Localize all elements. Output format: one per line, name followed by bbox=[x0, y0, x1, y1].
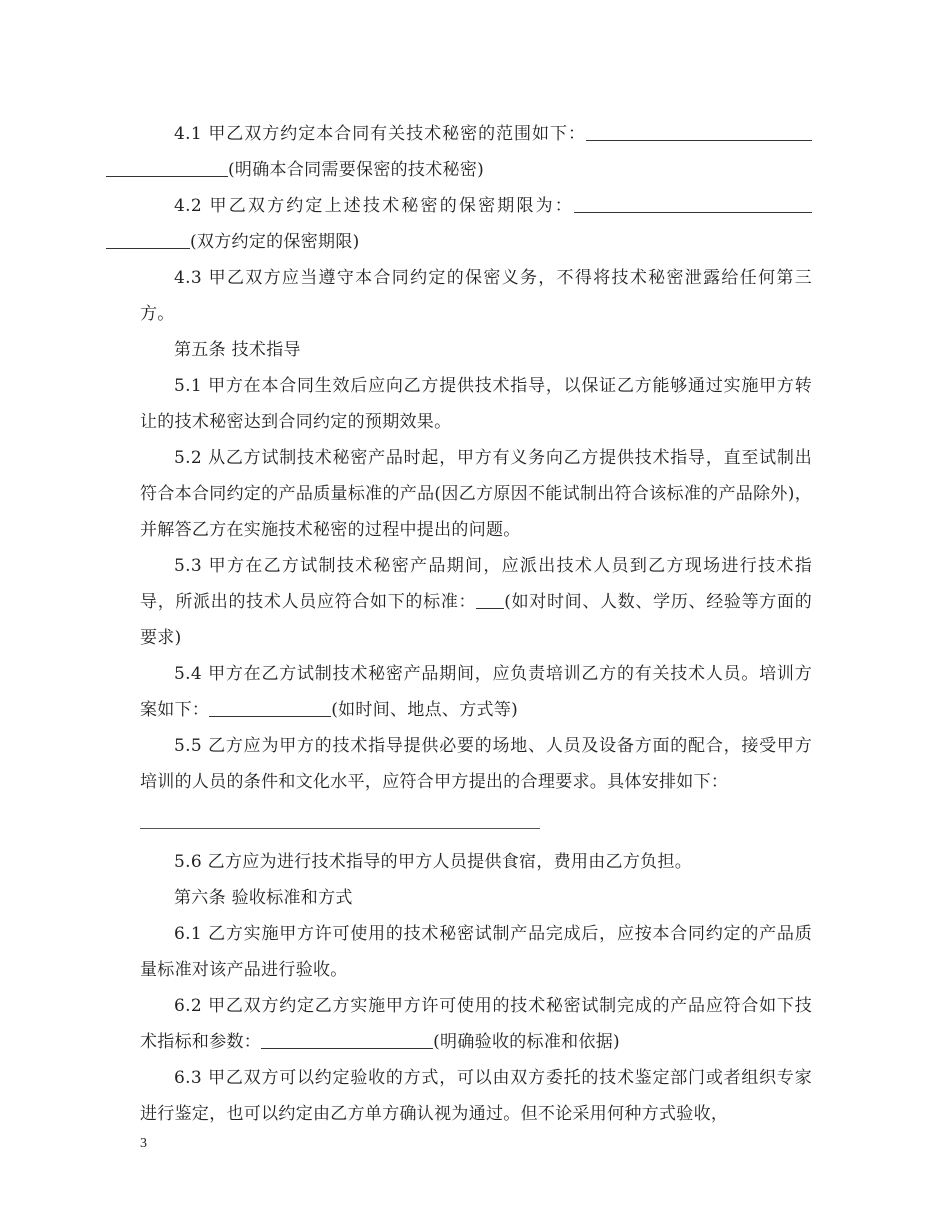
clause-4-2 bbox=[140, 188, 812, 260]
article-5-heading: 第五条 技术指导 bbox=[174, 340, 301, 360]
clause-4-3: 4.3 甲乙双方应当遵守本合同约定的保密义务，不得将技术秘密泄露给任何第三方。 bbox=[140, 268, 812, 324]
clause-4-2-text: 4.2 甲乙双方约定上述技术秘密的保密期限为： bbox=[174, 196, 574, 216]
blank-field bbox=[106, 158, 228, 177]
clause-6-2-note: (明确验收的标准和依据) bbox=[433, 1032, 620, 1052]
blank-field bbox=[106, 230, 190, 249]
clause-5-5: 5.5 乙方应为甲方的技术指导提供必要的场地、人员及设备方面的配合，接受甲方培训的人员的条件和文化水平，应符合甲方提出的合理要求。具体安排如下： bbox=[140, 736, 812, 792]
clause-6-2 bbox=[140, 988, 812, 1060]
clause-5-4-note: (如时间、地点、方式等) bbox=[331, 700, 519, 720]
clause-5-4 bbox=[140, 656, 812, 728]
clause-4-1-note: (明确本合同需要保密的技术秘密) bbox=[228, 160, 485, 180]
clause-5-2: 5.2 从乙方试制技术秘密产品时起，甲方有义务向乙方提供技术指导，直至试制出符合本合同约定的产品质量标准的产品(因乙方原因不能试制出符合该标准的产品除外)，并解答乙方在实施技术秘密的过程中提出的问题。 bbox=[140, 448, 812, 540]
page-number: 3 bbox=[140, 1136, 147, 1151]
clause-5-3-note: (如对时间、人数、学历、经验等方面的要求) bbox=[140, 592, 812, 648]
blank-field bbox=[574, 194, 812, 213]
clause-4-1-text: 4.1 甲乙双方约定本合同有关技术秘密的范围如下： bbox=[174, 124, 586, 144]
blank-field bbox=[209, 698, 331, 717]
clause-4-1 bbox=[140, 116, 812, 188]
blank-rule bbox=[140, 828, 540, 829]
document-body bbox=[140, 116, 812, 1132]
clause-4-2-note: (双方约定的保密期限) bbox=[190, 232, 360, 252]
blank-field bbox=[261, 1030, 433, 1049]
clause-6-1: 6.1 乙方实施甲方许可使用的技术秘密试制产品完成后，应按本合同约定的产品质量标准对该产品进行验收。 bbox=[140, 924, 812, 980]
clause-6-3: 6.3 甲乙双方可以约定验收的方式，可以由双方委托的技术鉴定部门或者组织专家进行鉴定，也可以约定由乙方单方确认视为通过。但不论采用何种方式验收， bbox=[140, 1068, 812, 1124]
clause-5-3 bbox=[140, 548, 812, 656]
article-6-heading: 第六条 验收标准和方式 bbox=[174, 888, 353, 908]
clause-5-1: 5.1 甲方在本合同生效后应向乙方提供技术指导，以保证乙方能够通过实施甲方转让的技术秘密达到合同约定的预期效果。 bbox=[140, 376, 812, 432]
clause-6-2-text: 6.2 甲乙双方约定乙方实施甲方许可使用的技术秘密试制完成的产品应符合如下技术指标和参数： bbox=[140, 996, 812, 1052]
clause-5-6: 5.6 乙方应为进行技术指导的甲方人员提供食宿，费用由乙方负担。 bbox=[174, 852, 693, 872]
blank-line bbox=[140, 800, 812, 844]
clause-5-4-text: 5.4 甲方在乙方试制技术秘密产品期间，应负责培训乙方的有关技术人员。培训方案如下： bbox=[140, 664, 812, 720]
blank-field bbox=[476, 590, 504, 609]
clause-5-3-text: 5.3 甲方在乙方试制技术秘密产品期间，应派出技术人员到乙方现场进行技术指导，所派出的技术人员应符合如下的标准： bbox=[140, 556, 812, 612]
blank-field bbox=[586, 122, 812, 141]
